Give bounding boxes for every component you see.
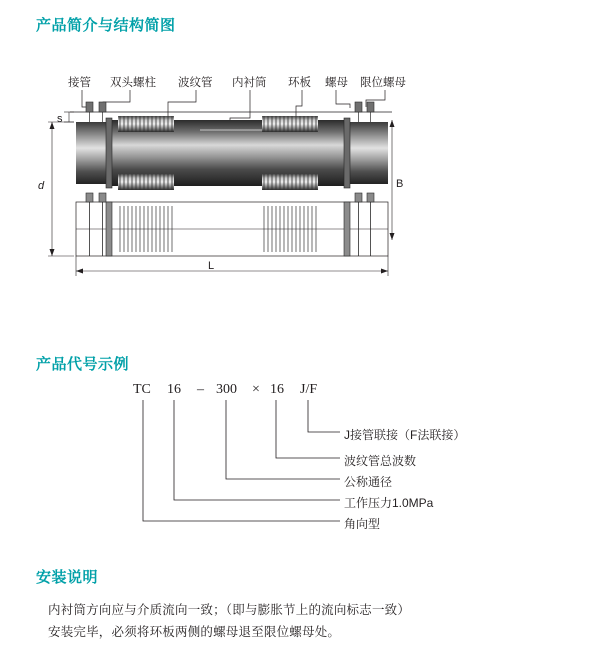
code-token-0: TC (133, 382, 151, 397)
code-desc-4: 角向型 (344, 517, 381, 531)
callout-label-2: 双头螺柱 (110, 77, 156, 89)
dimension-label-B: B (396, 178, 404, 190)
code-token-5: 16 (270, 382, 284, 397)
install-note-line-2: 安装完毕，必须将环板两侧的螺母退至限位螺母处。 (48, 625, 341, 639)
callout-label-6: 螺母 (325, 77, 348, 89)
code-token-3: 300 (216, 382, 237, 397)
callout-label-1: 接管 (68, 77, 91, 89)
callout-label-5: 环板 (288, 77, 311, 89)
structure-diagram (0, 60, 600, 290)
code-desc-2: 公称通径 (344, 475, 393, 489)
section-title-install: 安装说明 (36, 569, 99, 586)
callout-label-4: 内衬筒 (232, 77, 267, 89)
code-leader-lines (0, 378, 600, 548)
callout-label-7: 限位螺母 (360, 77, 406, 89)
dimension-label-L: L (208, 260, 215, 272)
code-token-4: × (252, 382, 260, 397)
code-token-2: – (197, 382, 204, 397)
code-desc-3: 工作压力1.0MPa (344, 496, 434, 510)
diagram-svg (0, 60, 600, 290)
dimension-label-d: d (38, 180, 45, 192)
product-code-example (0, 378, 600, 548)
code-token-1: 16 (167, 382, 181, 397)
code-token-6: J/F (300, 382, 318, 397)
section-title-code: 产品代号示例 (36, 356, 130, 373)
code-desc-0: J接管联接（F法联接） (344, 428, 466, 442)
section-title-intro: 产品简介与结构简图 (36, 17, 176, 34)
install-note-line-1: 内衬筒方向应与介质流向一致；（即与膨胀节上的流向标志一致） (48, 603, 411, 617)
code-desc-1: 波纹管总波数 (344, 454, 417, 468)
dimension-label-s: s (57, 113, 63, 125)
callout-label-3: 波纹管 (178, 77, 213, 89)
